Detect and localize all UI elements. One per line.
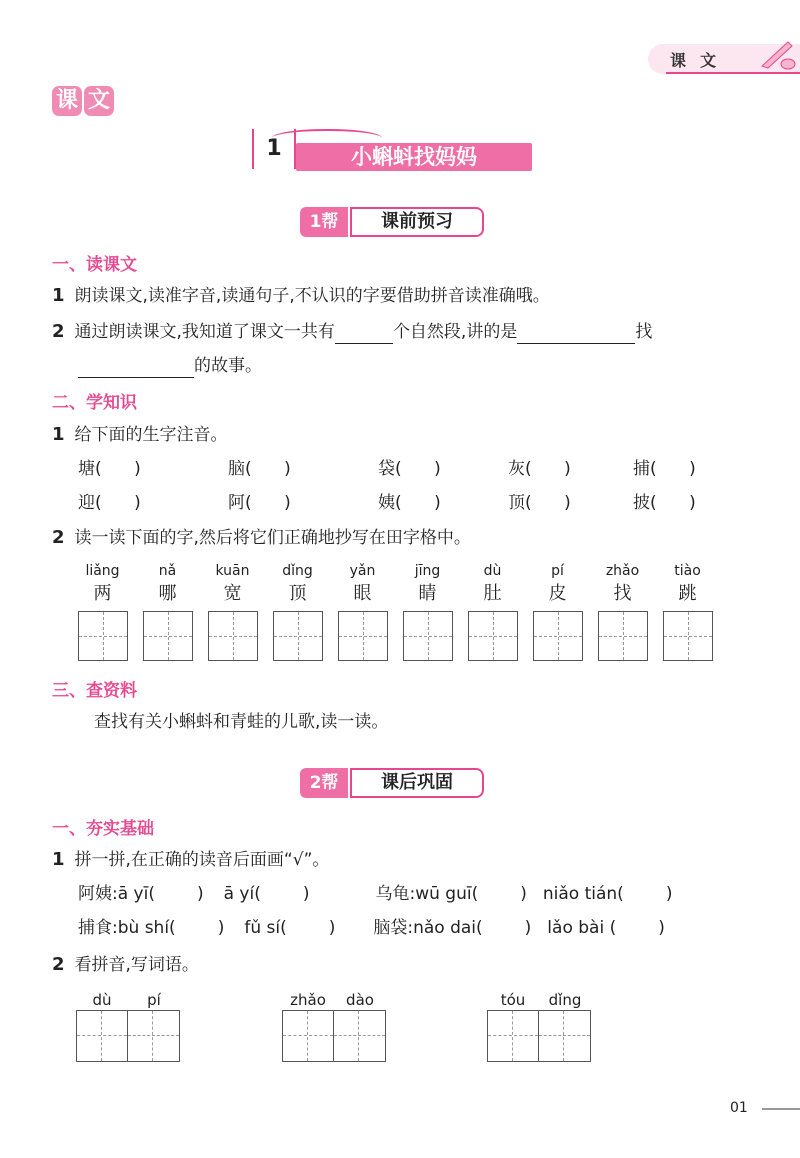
tian-grid[interactable] <box>403 611 453 661</box>
section-name: 课后巩固 <box>350 768 484 798</box>
char-item[interactable]: 姨( ) <box>378 493 441 513</box>
choice-option[interactable]: 捕食:bù shí( ) <box>78 918 225 938</box>
char-cell <box>135 561 200 661</box>
choice-line-2 <box>78 916 665 940</box>
header-tab <box>648 44 800 74</box>
char-cell <box>70 561 135 661</box>
pinyin: kuān <box>215 563 250 579</box>
tian-grid[interactable] <box>208 611 258 661</box>
question-text: 个自然段,讲的是 <box>392 322 518 342</box>
heading-research: 三、查资料 <box>52 681 137 701</box>
char-cell <box>460 561 525 661</box>
tian-grid[interactable] <box>338 611 388 661</box>
pinyin: pí <box>147 991 161 1009</box>
char-cell <box>395 561 460 661</box>
char-cell <box>525 561 590 661</box>
section-number: 2帮 <box>300 768 348 798</box>
pinyin: pí <box>551 563 564 579</box>
question-number: 1 <box>52 849 65 870</box>
pinyin: nǎ <box>158 563 177 579</box>
char-item[interactable]: 袋( ) <box>378 459 441 479</box>
tian-grid[interactable] <box>273 611 323 661</box>
pinyin: dǐng <box>282 563 313 579</box>
choice-option[interactable]: 乌龟:wū guī( ) <box>375 884 527 904</box>
word-grid-3 <box>487 988 591 1062</box>
hanzi: 找 <box>613 583 632 604</box>
tian-pair[interactable] <box>76 1010 180 1062</box>
section-name: 课前预习 <box>350 207 484 237</box>
badge-char-1: 课 <box>52 86 82 116</box>
char-cell <box>655 561 720 661</box>
pinyin: zhǎo <box>290 991 326 1009</box>
pinyin: tiào <box>674 563 701 579</box>
hanzi: 哪 <box>158 583 177 604</box>
char-cell <box>265 561 330 661</box>
tian-grid[interactable] <box>143 611 193 661</box>
char-cell <box>200 561 265 661</box>
char-item[interactable]: 迎( ) <box>78 493 141 513</box>
unit-badge <box>52 86 114 116</box>
question-3-2 <box>52 953 199 977</box>
lesson-title-text: 小蝌蚪找妈妈 <box>296 143 532 171</box>
tian-pair[interactable] <box>487 1010 591 1062</box>
word-grid-2 <box>282 988 386 1062</box>
tian-grid[interactable] <box>663 611 713 661</box>
heading-learn: 二、学知识 <box>52 393 137 413</box>
section-header-1 <box>300 207 484 237</box>
char-item[interactable]: 顶( ) <box>508 493 571 513</box>
pinyin: dù <box>483 563 502 579</box>
section-number: 1帮 <box>300 207 348 237</box>
word-grid-1 <box>76 988 180 1062</box>
char-item[interactable]: 塘( ) <box>78 459 141 479</box>
hanzi: 皮 <box>548 583 567 604</box>
page-number: 01 <box>730 1100 748 1116</box>
badge-char-2: 文 <box>84 86 114 116</box>
pinyin: dǐng <box>548 991 582 1009</box>
tian-grid[interactable] <box>468 611 518 661</box>
choice-option[interactable]: ā yí( ) <box>223 884 310 904</box>
copy-grid <box>70 561 720 661</box>
question-text: 找 <box>635 322 653 342</box>
char-cell <box>590 561 655 661</box>
choice-option[interactable]: fǔ sí( ) <box>244 918 336 938</box>
choice-option[interactable]: 脑袋:nǎo dai( ) <box>373 918 532 938</box>
char-item[interactable]: 阿( ) <box>228 493 291 513</box>
pinyin: dào <box>346 991 374 1009</box>
hanzi: 宽 <box>223 583 242 604</box>
pinyin: zhǎo <box>605 563 640 579</box>
question-1-2 <box>52 320 652 344</box>
hanzi: 睛 <box>418 583 437 604</box>
pinyin: yǎn <box>349 563 376 579</box>
choice-option[interactable]: lǎo bài ( ) <box>547 918 665 938</box>
question-2-2 <box>52 526 471 550</box>
pinyin: liǎng <box>85 563 120 579</box>
char-item[interactable]: 脑( ) <box>228 459 291 479</box>
question-1-2-cont <box>78 354 262 378</box>
question-1-1 <box>52 284 550 308</box>
question-number: 1 <box>52 424 65 445</box>
pinyin: dù <box>92 991 112 1009</box>
question-2-1 <box>52 423 228 447</box>
question-number: 1 <box>52 285 65 306</box>
answer-blank[interactable] <box>78 377 194 378</box>
question-text: 的故事。 <box>194 356 262 376</box>
choice-option[interactable]: niǎo tián( ) <box>542 884 673 904</box>
question-text: 拼一拼,在正确的读音后面画“√”。 <box>74 850 330 870</box>
question-text: 读一读下面的字,然后将它们正确地抄写在田字格中。 <box>74 528 471 548</box>
char-item[interactable]: 披( ) <box>633 493 696 513</box>
pinyin-row-2 <box>78 491 733 515</box>
feather-pen-icon <box>758 38 796 72</box>
question-3-1 <box>52 848 329 872</box>
question-text: 通过朗读课文,我知道了课文一共有 <box>74 322 335 342</box>
lesson-title <box>252 129 534 173</box>
pinyin-row-1 <box>78 457 733 481</box>
question-number: 2 <box>52 527 65 548</box>
tian-grid[interactable] <box>598 611 648 661</box>
section-header-2 <box>300 768 484 798</box>
question-text: 朗读课文,读准字音,读通句子,不认识的字要借助拼音读准确哦。 <box>74 286 550 306</box>
answer-blank[interactable] <box>335 343 393 344</box>
answer-blank[interactable] <box>517 343 635 344</box>
hanzi: 两 <box>93 583 112 604</box>
lesson-number: 1 <box>252 129 296 169</box>
question-text: 看拼音,写词语。 <box>74 955 199 975</box>
pinyin: tóu <box>500 991 526 1009</box>
tian-grid[interactable] <box>78 611 128 661</box>
hanzi: 眼 <box>353 583 372 604</box>
question-number: 2 <box>52 321 65 342</box>
hanzi: 跳 <box>678 583 697 604</box>
pinyin: jīng <box>414 563 441 579</box>
heading-read-text: 一、读课文 <box>52 255 137 275</box>
research-text: 查找有关小蝌蚪和青蛙的儿歌,读一读。 <box>94 712 389 732</box>
tian-grid[interactable] <box>533 611 583 661</box>
header-tab-label: 课文 <box>670 51 731 70</box>
heading-basics: 一、夯实基础 <box>52 819 154 839</box>
choice-option[interactable]: 阿姨:ā yī( ) <box>78 884 204 904</box>
choice-line-1 <box>78 882 672 906</box>
hanzi: 肚 <box>483 583 502 604</box>
char-item[interactable]: 捕( ) <box>633 459 696 479</box>
char-item[interactable]: 灰( ) <box>508 459 571 479</box>
question-number: 2 <box>52 954 65 975</box>
tian-pair[interactable] <box>282 1010 386 1062</box>
char-cell <box>330 561 395 661</box>
footer-line <box>762 1108 800 1110</box>
header-underline <box>666 72 800 74</box>
hanzi: 顶 <box>288 583 307 604</box>
question-text: 给下面的生字注音。 <box>74 425 228 445</box>
